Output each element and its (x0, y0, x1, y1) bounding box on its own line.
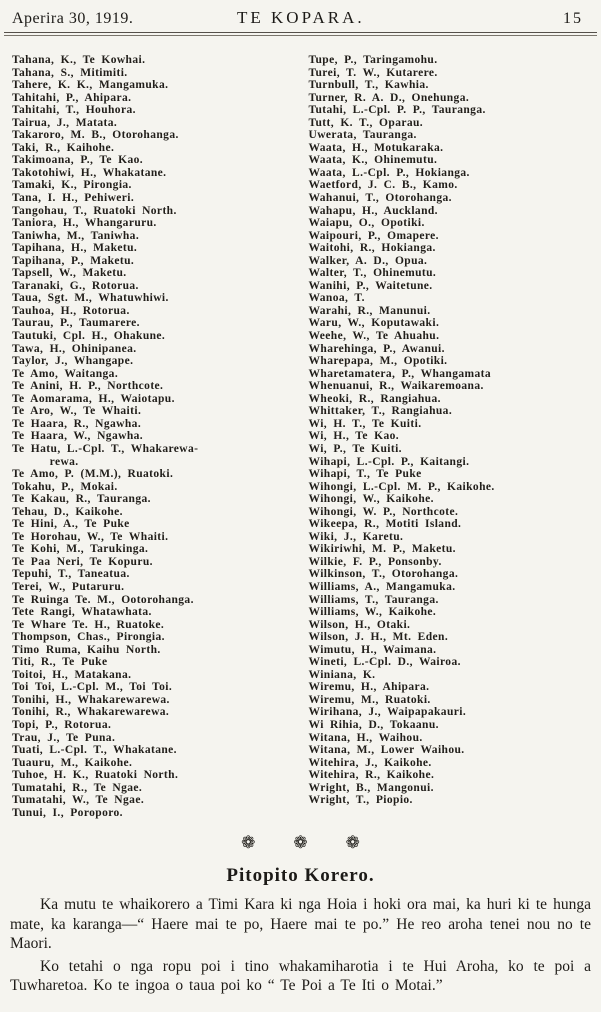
roll-entry: Tapsell, W., Maketu. (12, 267, 127, 280)
roll-entry: Williams, W., Kaikohe. (308, 606, 437, 619)
roll-entry: Walter, T., Ohinemutu. (308, 267, 437, 280)
roll-entry: rewa. (12, 455, 79, 468)
roll-entry: Wharehinga, P., Awanui. (308, 342, 445, 355)
roll-entry: Whittaker, T., Rangiahua. (308, 405, 453, 418)
roll-entry: Turei, T. W., Kutarere. (308, 66, 438, 79)
roll-entry: Wirihana, J., Waipapakauri. (308, 706, 467, 719)
roll-entry: Takaroro, M. B., Otorohanga. (12, 129, 179, 142)
roll-entry: Tapihana, P., Maketu. (12, 254, 135, 267)
roll-entry: Taki, R., Kaihohe. (12, 141, 115, 154)
header-rule (4, 32, 597, 36)
roll-entry: Williams, T., Tauranga. (308, 593, 439, 606)
roll-entry: Waitohi, R., Hokianga. (308, 242, 436, 255)
roll-entry: Wright, T., Piopio. (308, 794, 413, 807)
roll-entry: Te Amo, Waitanga. (12, 367, 119, 380)
paragraph: Ka mutu te whaikorero a Timi Kara ki nga Hoia i hoki ora mai, ka huri ki te hunga mate, ka karanga—“ Haere mai te po, Haere mai te po.” He reo aroha tenei nou no te Maori. (10, 896, 591, 953)
roll-entry: Te Amo, P. (M.M.), Ruatoki. (12, 468, 174, 481)
roll-entry: Winiana, K. (308, 668, 376, 681)
roll-entry: Wikiriwhi, M. P., Maketu. (308, 543, 456, 556)
header-rule-top (4, 32, 597, 33)
ornament-row (0, 833, 601, 853)
roll-entry: Takimoana, P., Te Kao. (12, 154, 144, 167)
roll-entry: Wheoki, R., Rangiahua. (308, 392, 441, 405)
roll-entry: Tumatahi, R., Te Ngae. (12, 781, 143, 794)
roll-entry: Wihongi, W., Kaikohe. (308, 493, 434, 506)
roll-entry: Trau, J., Te Puna. (12, 731, 116, 744)
roll-entry: Wanihi, P., Waitetune. (308, 279, 433, 292)
roll-entry: Weehe, W., Te Ahuahu. (308, 330, 440, 343)
masthead-title: TE KOPARA. (237, 8, 365, 27)
roll-right-column (301, 54, 601, 819)
roll-entry: Wimutu, H., Waimana. (308, 643, 437, 656)
roll-entry: Wahapu, H., Auckland. (308, 204, 438, 217)
roll-entry: Williams, A., Mangamuka. (308, 580, 456, 593)
roll-entry: Taua, Sgt. M., Whatuwhiwi. (12, 292, 169, 305)
roll-entry: Tahitahi, P., Ahipara. (12, 91, 132, 104)
roll-entry: Tunui, I., Poroporo. (12, 806, 123, 819)
roll-entry: Tautuki, Cpl. H., Ohakune. (12, 330, 166, 343)
roll-entry: Wahanui, T., Otorohanga. (308, 192, 452, 205)
roll-entry: Tahana, K., Te Kowhai. (12, 54, 146, 66)
roll-entry: Turner, R. A. D., Onehunga. (308, 91, 470, 104)
roll-entry: Tepuhi, T., Taneatua. (12, 568, 130, 581)
roll-entry: Te Hini, A., Te Puke (12, 518, 130, 531)
roll-entry: Te Hatu, L.-Cpl. T., Whakarewa- (12, 442, 199, 455)
roll-entry: Wright, B., Mangonui. (308, 781, 434, 794)
section-heading: Pitopito Korero. (226, 865, 375, 887)
roll-entry: Walker, A. D., Opua. (308, 254, 428, 267)
roll-entry: Te Horohau, W., Te Whaiti. (12, 530, 169, 543)
roll-entry: Taurau, P., Taumarere. (12, 317, 140, 330)
roll-entry: Tangohau, T., Ruatoki North. (12, 204, 177, 217)
roll-entry: Tahana, S., Mitimiti. (12, 66, 128, 79)
roll-entry: Timo Ruma, Kaihu North. (12, 643, 161, 656)
roll-entry: Te Aro, W., Te Whaiti. (12, 405, 142, 418)
roll-entry: Te Whare Te. H., Ruatoke. (12, 618, 165, 631)
roll-entry: Tupe, P., Taringamohu. (308, 54, 438, 66)
roll-entry: Thompson, Chas., Pirongia. (12, 631, 165, 644)
roll-entry: Tehau, D., Kaikohe. (12, 505, 123, 518)
roll-entry: Terei, W., Putaruru. (12, 580, 125, 593)
roll-entry: Tokahu, P., Mokai. (12, 480, 118, 493)
roll-entry: Wi, H. T., Te Kuiti. (308, 417, 422, 430)
roll-entry: Wihongi, W. P., Northcote. (308, 505, 459, 518)
roll-entry: Tuhoe, H. K., Ruatoki North. (12, 769, 179, 782)
roll-entry: Warahi, R., Manunui. (308, 304, 431, 317)
roll-entry: Witana, H., Waihou. (308, 731, 423, 744)
roll-entry: Te Kakau, R., Tauranga. (12, 493, 151, 506)
roll-entry: Tuati, L.-Cpl. T., Whakatane. (12, 744, 177, 757)
roll-entry: Te Kohi, M., Tarukinga. (12, 543, 149, 556)
roll-entry: Titi, R., Te Puke (12, 656, 108, 669)
roll-entry: Tana, I. H., Pehiweri. (12, 192, 135, 205)
header-rule-bottom (4, 35, 597, 36)
roll-entry: Tonihi, R., Whakarewarewa. (12, 706, 170, 719)
paragraph: Ko tetahi o nga ropu poi i tino whakamiharotia i te Hui Aroha, ko te poi a Tuwharetoa. Ko te ingoa o taua poi ko “ Te Poi a Te Iti o Motai.” (10, 957, 591, 995)
roll-entry: Te Anini, H. P., Northcote. (12, 380, 164, 393)
roll-entry: Wiki, J., Karetu. (308, 530, 404, 543)
roll-entry: Toi Toi, L.-Cpl. M., Toi Toi. (12, 681, 173, 694)
roll-entry: Toitoi, H., Matakana. (12, 668, 132, 681)
roll-entry: Witana, M., Lower Waihou. (308, 744, 465, 757)
roll-entry: Tonihi, H., Whakarewarewa. (12, 693, 170, 706)
roll-entry: Wiremu, M., Ruatoki. (308, 693, 431, 706)
roll-entry: Uwerata, Tauranga. (308, 129, 417, 142)
roll-entry: Tete Rangi, Whatawhata. (12, 606, 152, 619)
roll-entry: Wi, P., Te Kuiti. (308, 442, 402, 455)
roll-entry: Wiremu, H., Ahipara. (308, 681, 430, 694)
roll-entry: Waata, K., Ohinemutu. (308, 154, 438, 167)
roll-entry: Te Ruinga Te. M., Ootorohanga. (12, 593, 194, 606)
roll-entry: Waata, H., Motukaraka. (308, 141, 444, 154)
roll-entry: Wineti, L.-Cpl. D., Wairoa. (308, 656, 461, 669)
roll-entry: Tutt, K. T., Oparau. (308, 116, 424, 129)
roll-entry: Wihapi, T., Te Puke (308, 468, 422, 481)
page-header (0, 0, 601, 28)
roll-entry: Wanoa, T. (308, 292, 365, 305)
roll-entry: Wihapi, L.-Cpl. P., Kaitangi. (308, 455, 470, 468)
roll-entry: Waiapu, O., Opotiki. (308, 217, 425, 230)
roll-entry: Tairua, J., Matata. (12, 116, 118, 129)
roll-entry: Wilkinson, T., Otorohanga. (308, 568, 459, 581)
roll-entry: Waata, L.-Cpl. P., Hokianga. (308, 166, 470, 179)
roll-entry: Taniwha, M., Taniwha. (12, 229, 140, 242)
roll-left-column (0, 54, 301, 819)
roll-entry: Te Haara, R., Ngawha. (12, 417, 142, 430)
roll-entry: Witehira, R., Kaikohe. (308, 769, 435, 782)
roll-entry: Wilson, J. H., Mt. Eden. (308, 631, 449, 644)
pitopito-korero-section (0, 865, 601, 996)
roll-entry: Taniora, H., Whangaruru. (12, 217, 157, 230)
roll-entry: Tauhoa, H., Rotorua. (12, 304, 130, 317)
roll-of-names (0, 54, 601, 819)
roll-entry: Wharetamatera, P., Whangamata (308, 367, 492, 380)
roll-entry: Tumatahi, W., Te Ngae. (12, 794, 145, 807)
rosette-icon: ❁ (293, 833, 346, 853)
roll-entry: Wi, H., Te Kao. (308, 430, 400, 443)
roll-entry: Taranaki, G., Rotorua. (12, 279, 139, 292)
roll-entry: Te Paa Neri, Te Kopuru. (12, 555, 153, 568)
roll-entry: Waipouri, P., Omapere. (308, 229, 439, 242)
roll-entry: Tapihana, H., Maketu. (12, 242, 138, 255)
roll-entry: Taylor, J., Whangape. (12, 355, 134, 368)
roll-entry: Turnbull, T., Kawhia. (308, 79, 429, 92)
page-number: 15 (563, 10, 583, 27)
rosette-icon: ❁ (241, 833, 294, 853)
roll-entry: Tamaki, K., Pirongia. (12, 179, 132, 192)
roll-entry: Te Haara, W., Ngawha. (12, 430, 144, 443)
roll-entry: Tutahi, L.-Cpl. P. P., Tauranga. (308, 104, 486, 117)
roll-entry: Wihongi, L.-Cpl. M. P., Kaikohe. (308, 480, 495, 493)
roll-entry: Wikeepa, R., Motiti Island. (308, 518, 462, 531)
roll-entry: Takotohiwi, H., Whakatane. (12, 166, 167, 179)
roll-entry: Tawa, H., Ohinipanea. (12, 342, 137, 355)
roll-entry: Wharepapa, M., Opotiki. (308, 355, 448, 368)
roll-entry: Whenuanui, R., Waikaremoana. (308, 380, 484, 393)
roll-entry: Wi Rihia, D., Tokaanu. (308, 718, 439, 731)
roll-entry: Tahere, K. K., Mangamuka. (12, 79, 169, 92)
roll-entry: Topi, P., Rotorua. (12, 718, 112, 731)
roll-entry: Waru, W., Koputawaki. (308, 317, 440, 330)
roll-entry: Te Aomarama, H., Waiotapu. (12, 392, 175, 405)
roll-entry: Wilkie, F. P., Ponsonby. (308, 555, 442, 568)
issue-date: Aperira 30, 1919. (12, 10, 134, 27)
roll-entry: Waetford, J. C. B., Kamo. (308, 179, 458, 192)
roll-entry: Witehira, J., Kaikohe. (308, 756, 432, 769)
roll-entry: Tahitahi, T., Houhora. (12, 104, 136, 117)
roll-entry: Wilson, H., Otaki. (308, 618, 411, 631)
roll-entry: Tuauru, M., Kaikohe. (12, 756, 133, 769)
rosette-icon: ❁ (345, 833, 398, 853)
